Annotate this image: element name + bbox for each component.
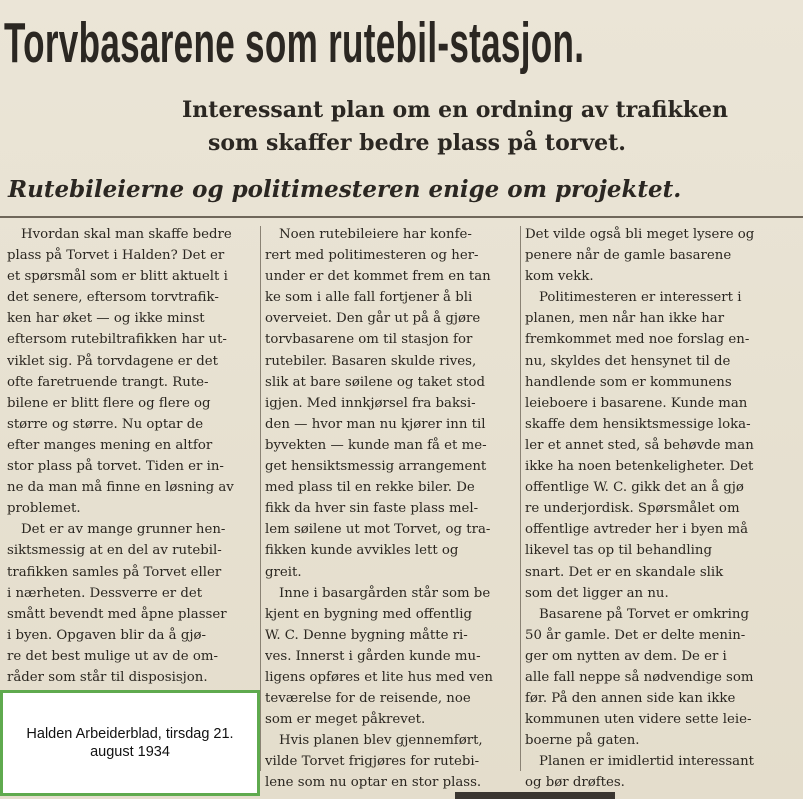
column-line: ne da man må finne en løsning av xyxy=(7,480,234,496)
column-line: rutebiler. Basaren skulde rives, xyxy=(265,353,477,369)
column-line: som det ligger an nu. xyxy=(525,585,669,601)
caption-text: Halden Arbeiderblad, tirsdag 21. august 1934 xyxy=(26,726,234,760)
column-line: råder som står til disposisjon. xyxy=(7,669,208,685)
article-column-2 xyxy=(265,224,517,794)
column-line: Det er av mange grunner hen- xyxy=(21,522,226,538)
article-headline: Torvbasarene som rutebil-stasjon. xyxy=(4,11,585,75)
column-line: viklet sig. På torvdagene er det xyxy=(7,353,218,369)
column-line: re underjordisk. Spørsmålet om xyxy=(525,501,740,517)
column-line: get hensiktsmessig arrangement xyxy=(265,459,487,475)
column-line: Hvis planen blev gjennemført, xyxy=(279,733,483,749)
column-line: det senere, eftersom torvtrafik- xyxy=(7,290,219,306)
column-line: ves. Innerst i gården kunde mu- xyxy=(265,648,481,664)
column-line: efter manges mening en altfor xyxy=(7,437,213,453)
column-line: kom vekk. xyxy=(525,269,594,285)
column-line: Noen rutebileiere har konfe- xyxy=(279,227,472,242)
column-line: problemet. xyxy=(7,501,81,517)
column-line: i nærheten. Dessverre er det xyxy=(7,585,203,601)
column-line: større og større. Nu optar de xyxy=(7,416,204,432)
column-line: 50 år gamle. Det er delte menin- xyxy=(525,627,746,643)
column-line: stor plass på torvet. Tiden er in- xyxy=(7,459,224,475)
column-divider-1 xyxy=(260,226,261,771)
column-line: Basarene på Torvet er omkring xyxy=(539,606,749,622)
column-line: slik at bare søilene og taket stod xyxy=(265,374,486,390)
column-line: bilene er blitt flere og flere og xyxy=(7,395,211,411)
column-line: boerne på gaten. xyxy=(525,733,640,749)
column-line: fikk da hver sin faste plass mel- xyxy=(265,501,479,517)
column-line: igjen. Med innkjørsel fra baksi- xyxy=(265,395,476,411)
column-line: fremkommet med noe forslag en- xyxy=(525,332,750,348)
column-line: kommunen uten videre sette leie- xyxy=(525,712,752,728)
column-line: W. C. Denne bygning måtte ri- xyxy=(265,627,468,643)
column-line: lem søilene ut mot Torvet, og tra- xyxy=(265,522,491,538)
column-line: smått bevendt med åpne plasser xyxy=(7,606,227,622)
column-line: overveiet. Den går ut på å gjøre xyxy=(265,311,481,327)
column-line: ger om nytten av dem. De er i xyxy=(525,648,727,664)
column-line: ken har øket — og ikke minst xyxy=(7,311,205,327)
column-line: Planen er imidlertid interessant xyxy=(539,754,754,770)
source-caption xyxy=(0,690,260,796)
column-line: penere når de gamle basarene xyxy=(525,248,732,264)
column-line: rert med politimesteren og her- xyxy=(265,248,479,264)
column-line: siktsmessig at en del av rutebil- xyxy=(7,543,222,559)
page-edge-bar xyxy=(455,792,615,799)
column-line: alle fall neppe så nødvendige som xyxy=(525,669,754,685)
column-line: den — hvor man nu kjører inn til xyxy=(265,416,486,432)
column-line: fikken kunde avvikles lett og xyxy=(265,543,459,559)
column-line: Hvordan skal man skaffe bedre xyxy=(21,227,232,242)
column-line: som er meget påkrevet. xyxy=(265,712,426,728)
column-line: snart. Det er en skandale slik xyxy=(525,564,724,580)
column-line: Inne i basargården står som be xyxy=(279,585,491,601)
column-line: offentlige avtreder her i byen må xyxy=(525,522,749,538)
article-column-1 xyxy=(7,224,256,688)
column-line: kjent en bygning med offentlig xyxy=(265,606,472,622)
column-line: eftersom rutebiltrafikken har ut- xyxy=(7,332,227,348)
column-line: lene som nu optar en stor plass. xyxy=(265,775,482,791)
column-line: byvekten — kunde man få et me- xyxy=(265,437,487,453)
column-divider-2 xyxy=(520,226,521,771)
column-line: i byen. Opgaven blir da å gjø- xyxy=(7,627,206,643)
column-line: planen, men når han ikke har xyxy=(525,311,725,327)
column-line: ler et annet sted, så behøvde man xyxy=(525,437,754,453)
column-line: offentlige W. C. gikk det an å gjø xyxy=(525,480,744,496)
column-line: Politimesteren er interessert i xyxy=(539,290,742,306)
column-line: ligens opføres et lite hus med ven xyxy=(265,669,493,685)
column-line: ofte faretruende trangt. Rute- xyxy=(7,374,209,390)
subheadline-line-2: som skaffer bedre plass på torvet. xyxy=(208,130,626,156)
column-line: plass på Torvet i Halden? Det er xyxy=(7,248,225,264)
column-line: teværelse for de reisende, noe xyxy=(265,691,471,707)
column-line: trafikken samles på Torvet eller xyxy=(7,564,222,580)
column-line: under er det kommet frem en tan xyxy=(265,269,491,285)
column-line: re det best mulige ut av de om- xyxy=(7,648,218,664)
column-line: før. På den annen side kan ikke xyxy=(525,691,736,707)
column-line: og bør drøftes. xyxy=(525,775,625,791)
subheadline-line-1: Interessant plan om en ordning av trafikken xyxy=(182,97,729,123)
column-line: vilde Torvet frigjøres for rutebi- xyxy=(265,754,480,770)
column-line: skaffe dem hensiktsmessige loka- xyxy=(525,416,751,432)
column-line: ke som i alle fall fortjener å bli xyxy=(265,290,473,306)
column-line: leieboere i basarene. Kunde man xyxy=(525,395,748,411)
column-line: Det vilde også bli meget lysere og xyxy=(525,227,755,242)
column-line: ikke ha noen betenkeligheter. Det xyxy=(525,459,754,475)
column-line: nu, skyldes det hensynet til de xyxy=(525,353,731,369)
column-line: handlende som er kommunens xyxy=(525,374,732,390)
column-line: med plass til en rekke biler. De xyxy=(265,480,475,496)
column-line: greit. xyxy=(265,564,302,580)
article-kicker: Rutebileierne og politimesteren enige om projektet. xyxy=(8,176,682,203)
header-divider xyxy=(0,216,803,218)
column-line: et spørsmål som er blitt aktuelt i xyxy=(7,269,228,285)
column-line: likevel tas op til behandling xyxy=(525,543,712,559)
article-column-3 xyxy=(525,224,797,794)
column-line: torvbasarene om til stasjon for xyxy=(265,332,473,348)
